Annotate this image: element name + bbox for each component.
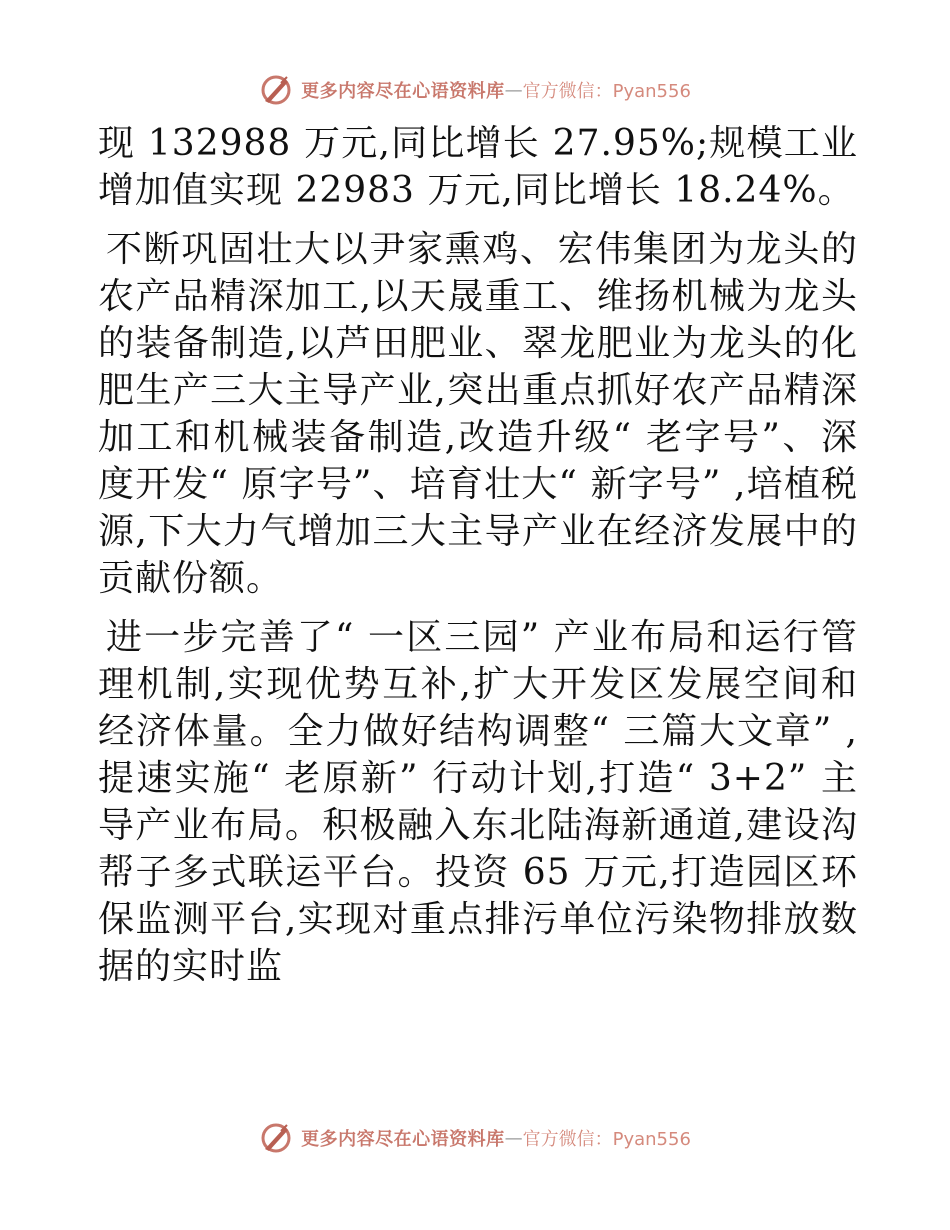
header-watermark xyxy=(0,70,950,110)
watermark-account-text: 官方微信：Pyan556 xyxy=(522,81,691,102)
quill-seal-icon xyxy=(259,73,293,107)
paragraph-3: 进一步完善了“ 一区三园” 产业布局和运行管理机制,实现优势互补,扩大开发区发展空间和经济体量。全力做好结构调整“ 三篇大文章” ,提速实施“ 老原新” 行动计划,打造“ 3+2” 主导产业布局。积极融入东北陆海新通道,建设沟帮子多式联运平台。投资 65 万元,打造园区环保监测平台,实现对重点排污单位污染物排放数据的实时监 xyxy=(98,617,858,987)
quill-seal-icon xyxy=(259,1121,293,1155)
watermark-brand-text: 更多内容尽在心语资料库 xyxy=(301,1129,505,1150)
watermark-brand-text: 更多内容尽在心语资料库 xyxy=(301,81,505,102)
watermark-account-text: 官方微信：Pyan556 xyxy=(522,1129,691,1150)
paragraph-2: 不断巩固壮大以尹家熏鸡、宏伟集团为龙头的农产品精深加工,以天晟重工、维扬机械为龙头的装备制造,以芦田肥业、翠龙肥业为龙头的化肥生产三大主导产业,突出重点抓好农产品精深加工和机械装备制造,改造升级“ 老字号”、深度开发“ 原字号”、培育壮大“ 新字号” ,培植税源,下大力气增加三大主导产业在经济发展中的贡献份额。 xyxy=(98,229,858,599)
document-body xyxy=(98,120,858,990)
watermark-separator: — xyxy=(504,79,523,101)
watermark-separator: — xyxy=(504,1127,523,1149)
paragraph-1: 现 132988 万元,同比增长 27.95%;规模工业增加值实现 22983 万元,同比增长 18.24%。 xyxy=(98,123,858,211)
footer-watermark xyxy=(0,1118,950,1158)
